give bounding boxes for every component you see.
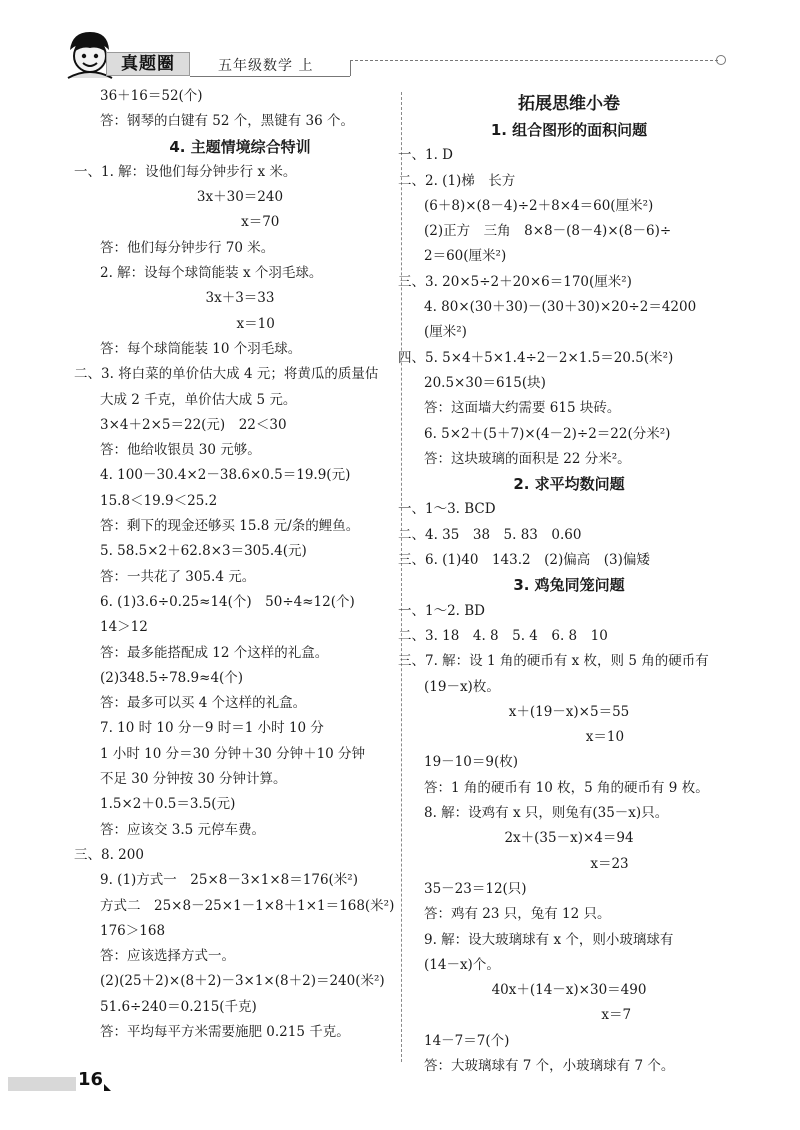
answer-line: 答：剩下的现金还够买 15.8 元/条的鲤鱼。 bbox=[100, 518, 360, 535]
left-column bbox=[74, 84, 395, 1045]
answer-line: 答：大玻璃球有 7 个，小玻璃球有 7 个。 bbox=[424, 1057, 675, 1074]
answer-line: 176＞168 bbox=[100, 922, 166, 939]
answer-line: 2. 解：设每个球筒能装 x 个羽毛球。 bbox=[100, 265, 323, 282]
answer-line: 答：应该交 3.5 元停车费。 bbox=[100, 821, 266, 838]
answer-line: 答：1 角的硬币有 10 枚，5 角的硬币有 9 枚。 bbox=[424, 779, 709, 796]
section-heading: 2. 求平均数问题 bbox=[513, 475, 625, 494]
section-title: 拓展思维小卷 bbox=[518, 94, 620, 114]
answer-line: 5. 58.5×2＋62.8×3＝305.4(元) bbox=[100, 543, 307, 560]
equation-line: 3x＋30＝240 bbox=[196, 189, 284, 206]
answer-line: 三、6. (1)40 143.2 (2)偏高 (3)偏矮 bbox=[398, 552, 650, 569]
answer-line: 答：应该选择方式一。 bbox=[100, 948, 235, 965]
answer-line: 三、7. 解：设 1 角的硬币有 x 枚，则 5 角的硬币有 bbox=[398, 653, 709, 670]
brand-logo: 真题圈 bbox=[106, 52, 190, 76]
equation-line: 40x＋(14－x)×30＝490 bbox=[491, 982, 647, 999]
answer-line: 51.6÷240＝0.215(千克) bbox=[100, 998, 257, 1015]
equation-line: x＝23 bbox=[509, 855, 629, 872]
answer-line: 8. 解：设鸡有 x 只，则兔有(35－x)只。 bbox=[424, 805, 669, 822]
answer-line: 答：钢琴的白键有 52 个，黑键有 36 个。 bbox=[100, 113, 355, 130]
header-rule-step bbox=[350, 60, 351, 76]
answer-line: 答：每个球筒能装 10 个羽毛球。 bbox=[100, 340, 302, 357]
answer-line: 方式二 25×8－25×1－1×8＋1×1＝168(米²) bbox=[100, 897, 395, 914]
answer-line: 答：这面墙大约需要 615 块砖。 bbox=[424, 400, 621, 417]
answer-line: 答：平均每平方米需要施肥 0.215 千克。 bbox=[100, 1023, 350, 1040]
answer-line: 二、3. 18 4. 8 5. 4 6. 8 10 bbox=[398, 627, 608, 644]
equation-line: 3x＋3＝33 bbox=[205, 290, 275, 307]
answer-line: 答：一共花了 305.4 元。 bbox=[100, 568, 256, 585]
column-divider bbox=[401, 92, 402, 1062]
section-heading: 4. 主题情境综合特训 bbox=[169, 137, 311, 156]
page-header bbox=[0, 0, 800, 84]
answer-line: 20.5×30＝615(块) bbox=[424, 374, 546, 391]
answer-line: 1 小时 10 分＝30 分钟＋30 分钟＋10 分钟 bbox=[100, 745, 366, 762]
answer-line: 14－7＝7(个) bbox=[424, 1032, 510, 1049]
answer-line: (2)(25＋2)×(8＋2)－3×1×(8＋2)＝240(米²) bbox=[100, 973, 385, 990]
page-corner-icon bbox=[104, 1084, 111, 1091]
answer-line: (厘米²) bbox=[424, 324, 467, 341]
answer-line: 答：最多能搭配成 12 个这样的礼盒。 bbox=[100, 644, 329, 661]
header-dashed-rule bbox=[350, 60, 718, 61]
answer-line: 二、4. 35 38 5. 83 0.60 bbox=[398, 526, 582, 543]
answer-line: 1.5×2＋0.5＝3.5(元) bbox=[100, 796, 236, 813]
answer-line: 三、3. 20×5÷2＋20×6＝170(厘米²) bbox=[398, 273, 632, 290]
answer-line: 9. 解：设大玻璃球有 x 个，则小玻璃球有 bbox=[424, 931, 674, 948]
equation-line: x＝7 bbox=[506, 1007, 632, 1024]
answer-line: 答：最多可以买 4 个这样的礼盒。 bbox=[100, 695, 307, 712]
answer-line: 答：鸡有 23 只，兔有 12 只。 bbox=[424, 906, 611, 923]
answer-line: (2)正方 三角 8×8－(8－4)×(8－6)÷ bbox=[424, 223, 672, 240]
book-title: 五年级数学 上 bbox=[218, 58, 314, 74]
answer-line: 大成 2 千克，单价估大成 5 元。 bbox=[100, 391, 297, 408]
equation-line: 2x＋(35－x)×4＝94 bbox=[504, 830, 634, 847]
header-rule-end-icon bbox=[716, 55, 726, 65]
answer-line: 答：他们每分钟步行 70 米。 bbox=[100, 239, 275, 256]
answer-line: 4. 100－30.4×2－38.6×0.5＝19.9(元) bbox=[100, 467, 351, 484]
section-heading: 3. 鸡兔同笼问题 bbox=[513, 576, 625, 595]
answer-line: (6＋8)×(8－4)÷2＋8×4＝60(厘米²) bbox=[424, 197, 654, 214]
answer-line: 不足 30 分钟按 30 分钟计算。 bbox=[100, 771, 287, 788]
answer-line: 二、3. 将白菜的单价估大成 4 元；将黄瓜的质量估 bbox=[74, 366, 379, 383]
answer-line: 答：他给收银员 30 元够。 bbox=[100, 442, 261, 459]
equation-line: x＝10 bbox=[205, 315, 275, 332]
answer-line: 6. 5×2＋(5＋7)×(4－2)÷2＝22(分米²) bbox=[424, 425, 671, 442]
answer-line: 四、5. 5×4＋5×1.4÷2－2×1.5＝20.5(米²) bbox=[398, 349, 674, 366]
answer-line: 4. 80×(30＋30)－(30＋30)×20÷2＝4200 bbox=[424, 299, 697, 316]
answer-line: 三、8. 200 bbox=[74, 846, 144, 863]
header-rule bbox=[190, 76, 350, 77]
answer-line: 一、1～2. BD bbox=[398, 602, 486, 619]
answer-line: (2)348.5÷78.9≈4(个) bbox=[100, 669, 244, 686]
section-heading: 1. 组合图形的面积问题 bbox=[490, 121, 648, 139]
equation-line: x＝70 bbox=[200, 214, 280, 231]
answer-line: 一、1. D bbox=[398, 147, 453, 164]
answer-line: 答：这块玻璃的面积是 22 分米²。 bbox=[424, 450, 631, 467]
answer-line: (19－x)枚。 bbox=[424, 678, 500, 695]
answer-line: 15.8＜19.9＜25.2 bbox=[100, 492, 218, 509]
footer-bar bbox=[8, 1077, 76, 1091]
answer-line: 35－23＝12(只) bbox=[424, 880, 527, 897]
answer-line: 2＝60(厘米²) bbox=[424, 248, 507, 265]
answer-line: 一、1～3. BCD bbox=[398, 501, 496, 518]
answer-line: 19－10＝9(枚) bbox=[424, 754, 518, 771]
answer-line: (14－x)个。 bbox=[424, 956, 500, 973]
answer-line: 3×4＋2×5＝22(元) 22＜30 bbox=[100, 416, 287, 433]
equation-line: x＝10 bbox=[513, 729, 625, 746]
answer-line: 36＋16＝52(个) bbox=[100, 88, 203, 104]
answer-line: 14＞12 bbox=[100, 619, 148, 636]
answer-line: 9. (1)方式一 25×8－3×1×8＝176(米²) bbox=[100, 872, 358, 889]
answer-line: 二、2. (1)梯 长方 bbox=[398, 172, 516, 189]
equation-line: x＋(19－x)×5＝55 bbox=[508, 703, 630, 720]
answer-line: 6. (1)3.6÷0.25≈14(个) 50÷4≈12(个) bbox=[100, 593, 355, 610]
right-column bbox=[398, 84, 724, 1079]
answer-line: 一、1. 解：设他们每分钟步行 x 米。 bbox=[74, 163, 297, 180]
page-number: 16 bbox=[78, 1069, 104, 1090]
answer-line: 7. 10 时 10 分－9 时＝1 小时 10 分 bbox=[100, 720, 324, 737]
